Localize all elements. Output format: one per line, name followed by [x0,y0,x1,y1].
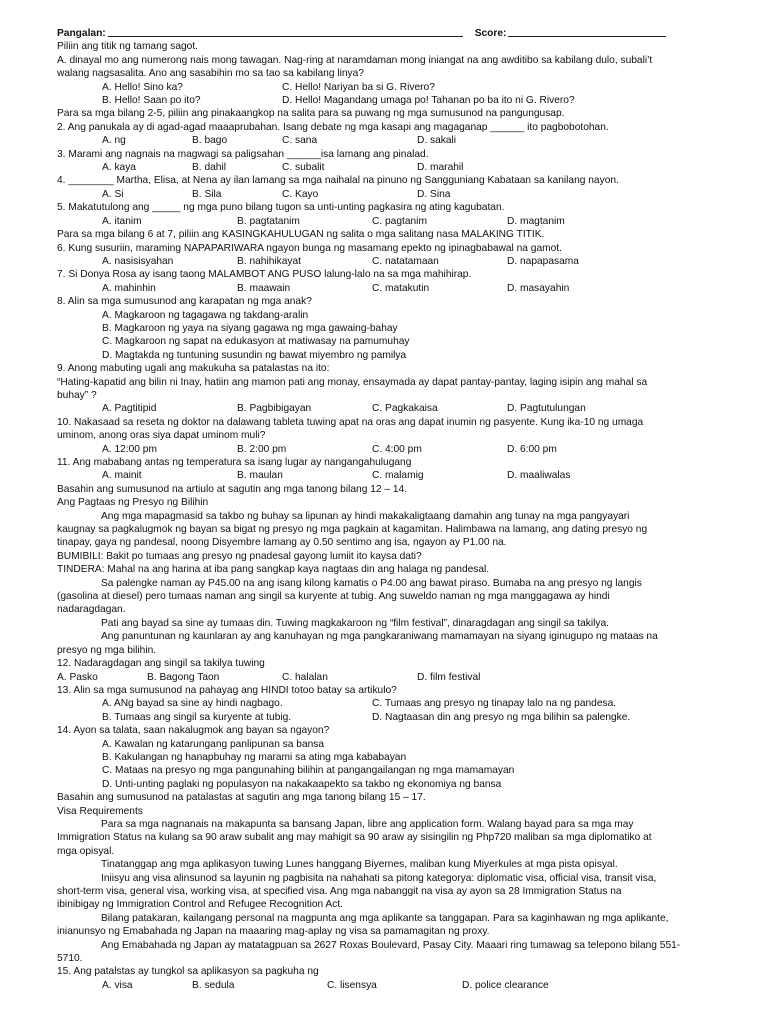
article-title: Ang Pagtaas ng Presyo ng Bilihin [57,497,209,509]
choice[interactable]: B. Sila [192,188,222,200]
choice[interactable]: A. itanim [102,215,142,227]
question-9-choices [57,402,748,415]
question-12-choices [57,671,748,684]
article-paragraph: Ang mga mapagmasid sa takbo ng buhay sa lipunan ay hindi makakaligtaang damahin ang tunay na mga pangyayari [101,510,630,522]
question-5-choices [57,215,748,228]
choice[interactable]: D. maaliwalas [507,470,571,482]
question-13-stem: 13. Alin sa mga sumusunod na pahayag ang HINDI totoo batay sa artikulo? [57,684,397,696]
question-9-quote: “Hating-kapatid ang bilin ni Inay, hatiin ang mamon pati ang monay, ensaymada ay dapat pantay-pantay, laging isipin ang mahal sa [57,376,648,388]
directions-6-7: Para sa mga bilang 6 at 7, piliin ang KASINGKAHULUGAN ng salita o mga salitang nasa MALAKING TITIK. [57,229,545,241]
choice[interactable]: B. maulan [237,470,283,482]
article-paragraph-line: inianunsyo ng Emabahada ng Japan na maaaring mag-aplay ng visa sa pamamagitan ng proxy. [57,926,490,938]
choice[interactable]: A. Pasko [57,671,98,683]
choice[interactable]: C. Mataas na presyo ng mga pangunahing bilihin at pangangailangan ng mga mamamayan [102,765,515,777]
choice[interactable]: C. matakutin [372,282,430,294]
choice[interactable]: C. natatamaan [372,255,439,267]
choice[interactable]: B. nahihikayat [237,255,301,267]
choice[interactable]: D. magtanim [507,215,565,227]
article-paragraph-line: tinapay, gaya ng pandesal, noong Disyembre lamang ay 0.50 sentimo ang isa, ngayon ay P1.00 na. [57,537,507,549]
choice[interactable]: A. nasisisyahan [102,255,174,267]
choice[interactable]: C. Tumaas ang presyo ng tinapay lalo na ng pandesa. [372,698,617,710]
directions-12-14: Basahin ang sumusunod na artiulo at sagutin ang mga tanong bilang 12 – 14. [57,483,408,495]
question-2-stem: 2. Ang panukala ay di agad-agad maaaprubahan. Isang debate ng mga kasapi ang magaganap ______ ito pagbobotohan. [57,121,609,133]
article-paragraph: Sa palengke naman ay P45.00 na ang isang kilong kamatis o P4.00 ang bawat piraso. Bumaba na ang presyo ng langis [101,577,642,589]
choice[interactable]: D. 6:00 pm [507,443,557,455]
directions-15-17: Basahin ang sumusunod na patalastas at sagutin ang mga tanong bilang 15 – 17. [57,792,426,804]
article-title: Visa Requirements [57,805,143,817]
choice[interactable]: A. Kawalan ng katarungang panlipunan sa bansa [102,738,325,750]
choice[interactable]: B. Magkaroon ng yaya na siyang gagawa ng mga gawaing-bahay [102,322,398,334]
choice[interactable]: A. visa [102,979,133,991]
name-label: Pangalan: [57,28,106,39]
article-paragraph-line: (gasolina at diesel) pero tumaas naman ang singil sa kuryente at tubig. Ang suweldo naman ng mga manggagawa ay hindi [57,591,610,603]
question-11-stem: 11. Ang mababang antas ng temperatura sa isang lugar ay nangangahulugang [57,457,412,468]
choice[interactable]: A. mainit [102,470,142,482]
choice[interactable]: A. mahinhin [102,282,156,294]
score-blank[interactable] [508,27,666,37]
question-9-stem: 9. Anong mabuting ugali ang makukuha sa patalastas na ito: [57,363,330,375]
choice[interactable]: C. Hello! Nariyan ba si G. Rivero? [282,81,435,93]
question-7-choices [57,282,748,295]
question-1-stem-cont: walang nagsasalita. Ano ang sasabihin mo sa tao sa kabilang linya? [57,68,364,80]
question-2-choices [57,134,748,147]
question-1-choices-row2 [57,94,748,107]
choice[interactable]: C. Magkaroon ng sapat na edukasyon at matiwasay na pamumuhay [102,336,410,348]
choice[interactable]: A. kaya [102,162,136,174]
question-1-stem: A. dinayal mo ang numerong nais mong tawagan. Nag-ring at naramdaman mong iniangat na ang awditibo sa kabilang dulo, subali’t [57,54,653,66]
choice[interactable]: D. Hello! Magandang umaga po! Tahanan po ba ito ni G. Rivero? [282,95,575,107]
choice[interactable]: C. malamig [372,470,424,482]
choice[interactable]: B. 2:00 pm [237,443,287,455]
choice[interactable]: D. film festival [417,671,481,683]
choice[interactable]: D. Nagtaasan din ang presyo ng mga bilihin sa palengke. [372,711,631,723]
choice[interactable]: D. Sina [417,188,451,200]
question-6-choices [57,255,748,268]
choice[interactable]: C. subalit [282,162,325,174]
choice[interactable]: D. napapasama [507,255,579,267]
score-label: Score: [474,28,507,39]
choice[interactable]: A. Si [102,188,124,200]
article-paragraph: Ang panuntunan ng kaunlaran ay ang kanuhayan ng mga pangkaraniwang mamamayan na siyang iginugupo ng mataas na [101,631,658,643]
question-6-stem: 6. Kung susuriin, maraming NAPAPARIWARA ngayon bunga ng masamang epekto ng ipinagbabawal na gamot. [57,242,562,254]
choice[interactable]: B. bago [192,135,228,147]
question-8-stem: 8. Alin sa mga sumusunod ang karapatan ng mga anak? [57,296,312,308]
article-paragraph: Ang Emabahada ng Japan ay matatagpuan sa 2627 Roxas Boulevard, Pasay City. Maaari ring tumawag sa telepono bilang 551- [101,939,681,951]
choice[interactable]: B. Tumaas ang singil sa kuryente at tubig. [102,711,292,723]
choice[interactable]: B. pagtatanim [237,215,300,227]
choice[interactable]: D. marahil [417,162,464,174]
question-15-choices [57,979,748,992]
choice[interactable]: B. dahil [192,162,226,174]
question-10-stem: 10. Nakasaad sa reseta ng doktor na dalawang tableta tuwing apat na oras ang dapat inumin ng pasyente. Kung ika-10 ng umaga [57,416,644,428]
article-paragraph-line: ibinibigay ng Immigration Control and Refugee Recognition Act. [57,899,343,911]
question-1-choices-row1 [57,81,748,94]
choice[interactable]: D. sakali [417,135,457,147]
header [57,27,748,40]
choice[interactable]: B. maawain [237,282,291,294]
choice[interactable]: A. Pagtitipid [102,403,157,415]
question-4-stem: 4. ________ Martha, Elisa, at Nena ay ilan lamang sa mga naihalal na pinuno ng Sangguniang Kabataan sa kanilang nayon. [57,175,619,187]
choice[interactable]: B. sedula [192,979,235,991]
article-paragraph-line: presyo ng mga bilihin. [57,644,157,656]
dialogue-vendor: TINDERA: Mahal na ang harina at iba pang sangkap kaya nagtaas din ang halaga ng pandesal. [57,564,490,576]
question-4-choices [57,188,748,201]
choice[interactable]: A. Hello! Sino ka? [102,81,183,93]
question-10-stem-cont: uminom, anong oras siya dapat uminom muli? [57,430,266,442]
choice[interactable]: C. 4:00 pm [372,443,422,455]
question-11-choices [57,469,748,482]
article-paragraph: Tinatanggap ang mga aplikasyon tuwing Lunes hanggang Biyernes, maliban kung Miyerkules at mga pista opisyal. [101,859,618,871]
choice[interactable]: C. Pagkakaisa [372,403,438,415]
article-paragraph: Para sa mga nagnanais na makapunta sa bansang Japan, libre ang application form. Walang bayad para sa mga may [101,818,634,830]
choice[interactable]: C. pagtanim [372,215,427,227]
choice[interactable]: D. Unti-unting paglaki ng populasyon na nakakaapekto sa takbo ng ekonomiya ng bansa [102,778,502,790]
question-13-choices-row2 [57,711,748,724]
article-paragraph: Pati ang bayad sa sine ay tumaas din. Tuwing magkakaroon ng “film festival”, dinaragdagan ang singil sa takilya. [101,617,609,629]
choice[interactable]: B. Kakulangan ng hanapbuhay ng marami sa ating mga kababayan [102,751,407,763]
article-paragraph-line: mga opisyal. [57,845,115,857]
choice[interactable]: A. ng [102,135,126,147]
choice[interactable]: C. halalan [282,671,328,683]
choice[interactable]: A. 12:00 pm [102,443,157,455]
name-blank[interactable] [108,27,463,37]
question-13-choices-row1 [57,697,748,710]
choice[interactable]: D. Magtakda ng tuntuning susundin ng bawat miyembro ng pamilya [102,349,407,361]
choice[interactable]: C. lisensya [327,979,377,991]
article-paragraph-line: short-term visa, general visa, working visa, at specified visa. Ang mga nabanggit na visa ay ayon sa 28 Immigration Status na [57,886,622,897]
question-9-quote-cont: buhay” ? [57,389,97,401]
choice[interactable]: B. Hello! Saan po ito? [102,95,201,107]
question-3-stem: 3. Marami ang nagnais na magwagi sa paligsahan ______isa lamang ang pinalad. [57,148,429,160]
dialogue-buyer: BUMIBILI: Bakit po tumaas ang presyo ng pnadesal gayong lumiit ito kaysa dati? [57,550,422,562]
choice[interactable]: B. Pagbibigayan [237,403,312,415]
choice[interactable]: D. police clearance [462,979,549,991]
choice[interactable]: B. Bagong Taon [147,671,220,683]
directions-2-5: Para sa mga bilang 2-5, piliin ang pinakaangkop na salita para sa puwang ng mga sumusunod na pangungusap. [57,108,565,120]
choice[interactable]: D. Pagtutulungan [507,403,586,415]
question-5-stem: 5. Makatutulong ang _____ ng mga puno bilang tugon sa unti-unting pagkasira ng ating kagubatan. [57,202,505,214]
article-paragraph-line: nadaragdagan. [57,604,126,616]
article-paragraph: Iniisyu ang visa alinsunod sa layunin ng pagbisita na nahahati sa pitong kategorya: diplomatic visa, official visa, transit visa, [101,872,657,884]
question-15-stem: 15. Ang patalstas ay tungkol sa aplikasyon sa pagkuha ng [57,966,319,978]
article-paragraph-line: 5710. [57,953,83,965]
choice[interactable]: C. sana [282,135,318,147]
choice[interactable]: D. masayahin [507,282,570,294]
article-paragraph-line: Immigration Status na kulang sa 90 araw subalit ang may mahigit sa 90 araw ay sisingilin ng Php720 maliban sa mga diplomatiko at [57,832,652,844]
question-3-choices [57,161,748,174]
choice[interactable]: A. Magkaroon ng tagagawa ng takdang-aralin [102,309,309,321]
question-14-stem: 14. Ayon sa talata, saan nakalugmok ang bayan sa ngayon? [57,725,330,737]
choice[interactable]: A. ANg bayad sa sine ay hindi nagbago. [102,698,283,710]
choice[interactable]: C. Kayo [282,188,319,200]
article-paragraph: Bilang patakaran, kailangang personal na magpunta ang mga aplikante sa tanggapan. Para sa kaginhawan ng mga aplikante, [101,912,669,924]
question-7-stem: 7. Si Donya Rosa ay isang taong MALAMBOT ANG PUSO lalung-lalo na sa mga mahihirap. [57,269,472,281]
article-paragraph-line: kaugnay sa pagkalugmok ng bayan sa bigat ng presyo ng mga pagkain at kagamitan. Halimbawa na lamang, ang dating presyo ng [57,524,648,536]
instructions: Piliin ang titik ng tamang sagot. [57,41,199,53]
question-12-stem: 12. Nadaragdagan ang singil sa takilya tuwing [57,658,265,670]
question-10-choices [57,443,748,456]
